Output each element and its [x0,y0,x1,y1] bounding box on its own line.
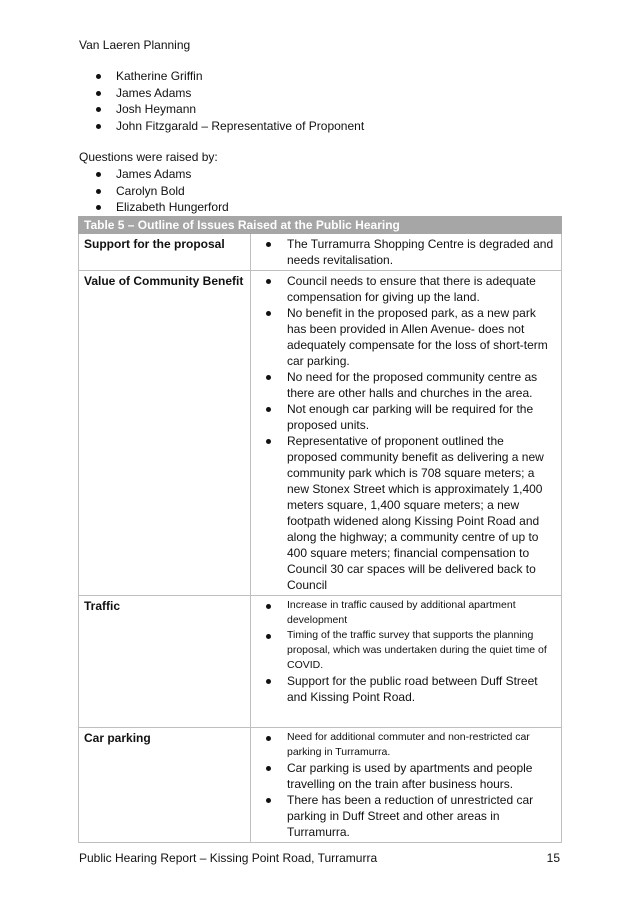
row-category: Car parking [79,728,251,843]
row-items [251,728,562,843]
list-item: James Adams [79,85,364,102]
list-item: Josh Heymann [79,101,364,118]
list-item: Car parking is used by apartments and people travelling on the train after business hours. [256,760,556,792]
list-item: Not enough car parking will be required for the proposed units. [256,401,556,433]
page-number: 15 [546,851,560,865]
list-item: Carolyn Bold [79,183,229,200]
table-row [79,234,562,271]
list-item: John Fitzgarald – Representative of Proponent [79,118,364,135]
list-item: Elizabeth Hungerford [79,199,229,216]
list-item: Representative of proponent outlined the proposed community benefit as delivering a new community park which is 708 square meters; a new Stonex Street which is approximately 1,400 meters square, 1,400 square meters; a new footpath widened along Kissing Point Road and along the highway; a community centre of up to 400 square meters; financial compensation to Council 30 car spaces will be delivered back to Council [256,433,556,593]
page-header: Van Laeren Planning [79,38,191,52]
table-row [79,596,562,728]
list-item: James Adams [79,166,229,183]
list-item: Need for additional commuter and non-restricted car parking in Turramurra. [256,730,556,760]
table-caption: Table 5 – Outline of Issues Raised at the Public Hearing [79,217,562,234]
attendee-list [79,68,364,134]
table-row [79,271,562,596]
list-item: No benefit in the proposed park, as a new park has been provided in Allen Avenue- does not adequately compensate for the loss of short-term car parking. [256,305,556,369]
row-items [251,271,562,596]
footer-title: Public Hearing Report – Kissing Point Road, Turramurra [79,851,378,865]
list-item: No need for the proposed community centre as there are other halls and churches in the area. [256,369,556,401]
row-items [251,234,562,271]
list-item: Support for the public road between Duff Street and Kissing Point Road. [256,673,556,705]
row-category: Traffic [79,596,251,728]
table-row [79,728,562,843]
issues-table [78,216,562,843]
row-items [251,596,562,728]
list-item: Katherine Griffin [79,68,364,85]
row-category: Value of Community Benefit [79,271,251,596]
list-item: The Turramurra Shopping Centre is degraded and needs revitalisation. [256,236,556,268]
questioner-list [79,166,229,216]
list-item: There has been a reduction of unrestricted car parking in Duff Street and other areas in Turramurra. [256,792,556,840]
row-category: Support for the proposal [79,234,251,271]
list-item: Timing of the traffic survey that supports the planning proposal, which was undertaken during the quiet time of COVID. [256,628,556,673]
list-item: Council needs to ensure that there is adequate compensation for giving up the land. [256,273,556,305]
questions-intro: Questions were raised by: [79,150,218,164]
list-item: Increase in traffic caused by additional apartment development [256,598,556,628]
